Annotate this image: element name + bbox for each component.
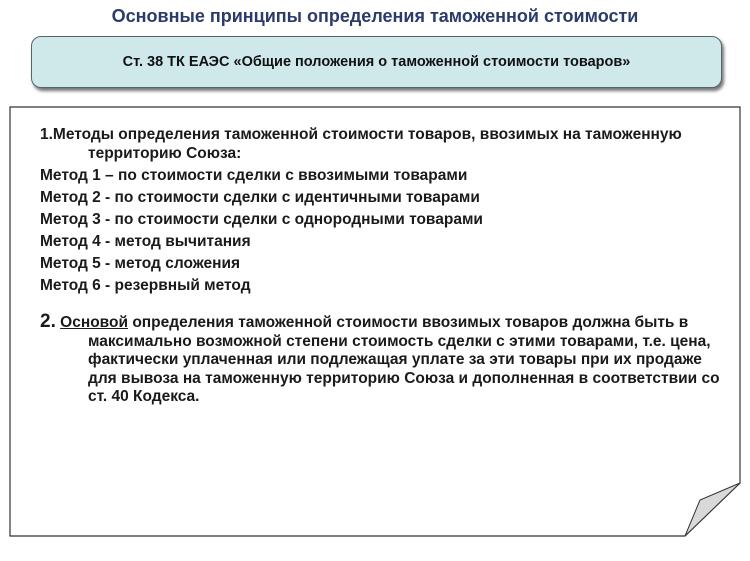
item-2-text: определения таможенной стоимости ввозимых товаров должна быть в максимально возможной степени стоимость сделки с этими товарами, т.е. цена, фактически уплаченная или подлежащая уплате за эти товары при их продаже для вывоза на таможенную территорию Союза и дополненная в соответствии со ст. 40 Кодекса. (88, 314, 720, 405)
method-6: Метод 6 - резервный метод (40, 277, 251, 294)
page-title: Основные принципы определения таможенной стоимости (111, 6, 639, 26)
item-2 (40, 313, 720, 407)
item-2-underlined: Основой (60, 314, 128, 331)
item-1: 1.Методы определения таможенной стоимости товаров, ввозимых на таможенную территорию Союза: (40, 126, 682, 162)
method-5: Метод 5 - метод сложения (40, 255, 241, 272)
method-4: Метод 4 - метод вычитания (40, 233, 251, 250)
method-2: Метод 2 - по стоимости сделки с идентичными товарами (40, 189, 480, 206)
banner-text: Ст. 38 ТК ЕАЭС «Общие положения о таможенной стоимости товаров» (122, 54, 631, 70)
method-1: Метод 1 – по стоимости сделки с ввозимыми товарами (40, 167, 468, 184)
item-2-number: 2. (40, 311, 56, 332)
content-text (40, 125, 720, 407)
method-3: Метод 3 - по стоимости сделки с однородными товарами (40, 211, 483, 228)
